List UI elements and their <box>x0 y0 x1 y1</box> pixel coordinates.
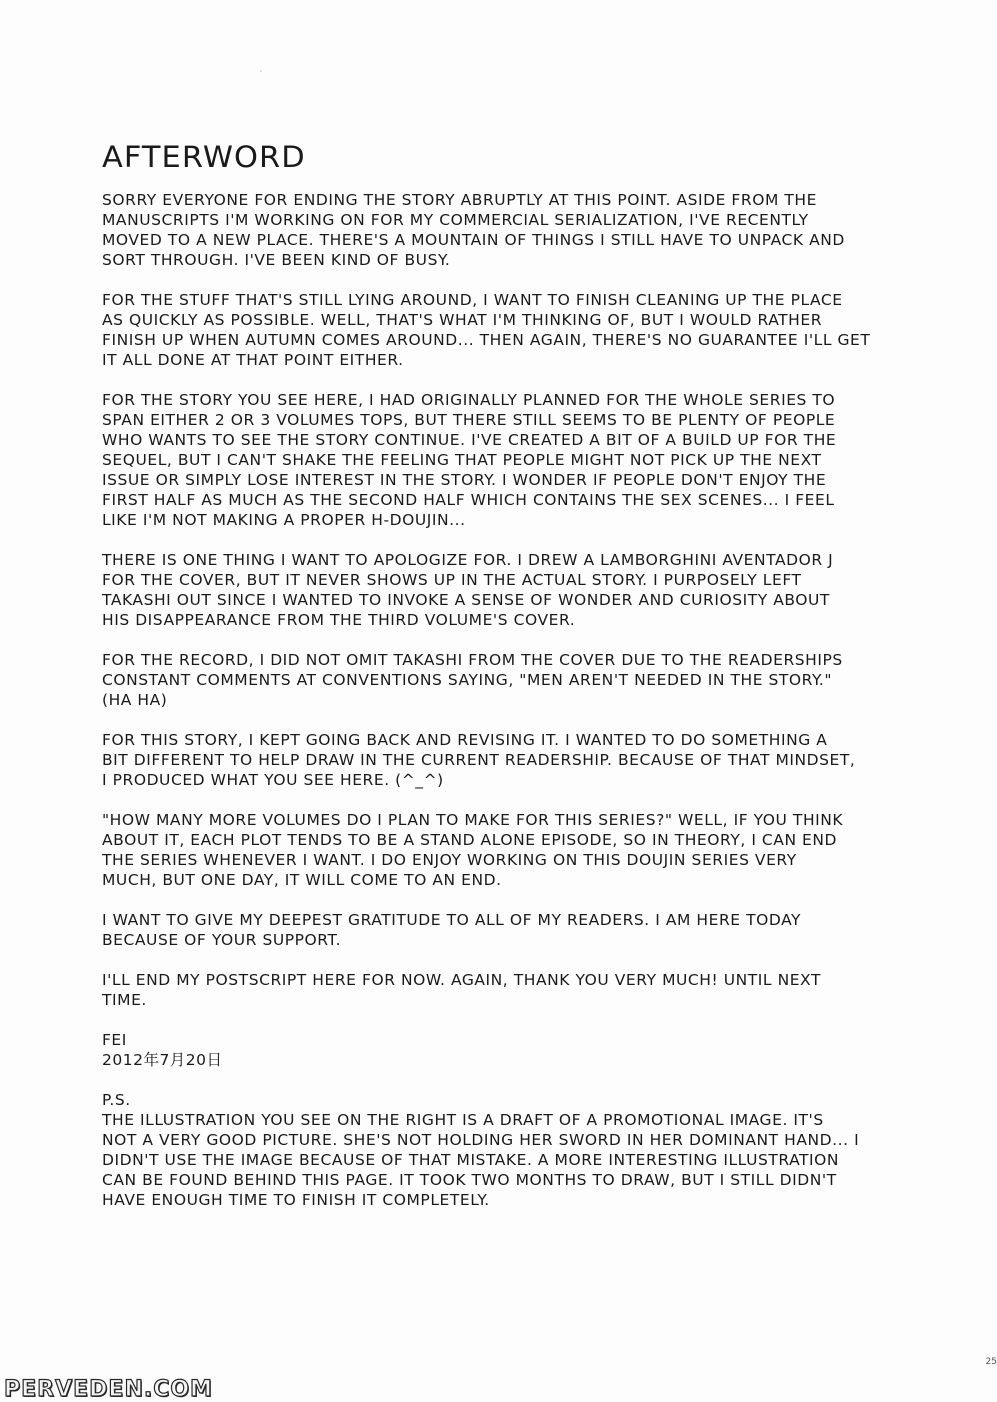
paragraph-9: I'LL END MY POSTSCRIPT HERE FOR NOW. AGAIN, THANK YOU VERY MUCH! UNTIL NEXT TIME. <box>102 971 821 1009</box>
paragraph-6: FOR THIS STORY, I KEPT GOING BACK AND REVISING IT. I WANTED TO DO SOMETHING A BIT DIFFERENT TO HELP DRAW IN THE CURRENT READERSHIP. BECAUSE OF THAT MINDSET, I PRODUCED WHAT YOU SEE HERE. (^_^) <box>102 731 856 789</box>
paragraph-2: FOR THE STUFF THAT'S STILL LYING AROUND, I WANT TO FINISH CLEANING UP THE PLACE AS QUICKLY AS POSSIBLE. WELL, THAT'S WHAT I'M THINKING OF, BUT I WOULD RATHER FINISH UP WHEN AUTUMN COMES AROUND... THEN AGAIN, THERE'S NO GUARANTEE I'LL GET IT ALL DONE AT THAT POINT EITHER. <box>102 291 871 369</box>
signature <box>102 1030 902 1070</box>
afterword-body <box>102 190 902 1230</box>
postscript-label: P.S. <box>102 1091 131 1109</box>
site-watermark: PERVEDEN.COM <box>4 1377 213 1402</box>
paragraph-4: THERE IS ONE THING I WANT TO APOLOGIZE FOR. I DREW A LAMBORGHINI AVENTADOR J FOR THE COVER, BUT IT NEVER SHOWS UP IN THE ACTUAL STORY. I PURPOSELY LEFT TAKASHI OUT SINCE I WANTED TO INVOKE A SENSE OF WONDER AND CURIOSITY ABOUT HIS DISAPPEARANCE FROM THE THIRD VOLUME'S COVER. <box>102 551 834 629</box>
paragraph-1: SORRY EVERYONE FOR ENDING THE STORY ABRUPTLY AT THIS POINT. ASIDE FROM THE MANUSCRIPTS I'M WORKING ON FOR MY COMMERCIAL SERIALIZATION, I'VE RECENTLY MOVED TO A NEW PLACE. THERE'S A MOUNTAIN OF THINGS I STILL HAVE TO UNPACK AND SORT THROUGH. I'VE BEEN KIND OF BUSY. <box>102 191 845 269</box>
page-number: 25 <box>985 1357 997 1367</box>
paragraph-8: I WANT TO GIVE MY DEEPEST GRATITUDE TO ALL OF MY READERS. I AM HERE TODAY BECAUSE OF YOUR SUPPORT. <box>102 911 802 949</box>
paragraph-7: "HOW MANY MORE VOLUMES DO I PLAN TO MAKE FOR THIS SERIES?" WELL, IF YOU THINK ABOUT IT, EACH PLOT TENDS TO BE A STAND ALONE EPISODE, SO IN THEORY, I CAN END THE SERIES WHENEVER I WANT. I DO ENJOY WORKING ON THIS DOUJIN SERIES VERY MUCH, BUT ONE DAY, IT WILL COME TO AN END. <box>102 811 844 889</box>
postscript <box>102 1090 902 1210</box>
author-name: FEI <box>102 1031 127 1049</box>
signature-date: 2012年7月20日 <box>102 1051 223 1069</box>
paragraph-5: FOR THE RECORD, I DID NOT OMIT TAKASHI FROM THE COVER DUE TO THE READERSHIPS CONSTANT COMMENTS AT CONVENTIONS SAYING, "MEN AREN'T NEEDED IN THE STORY." (HA HA) <box>102 651 843 709</box>
scan-speck <box>260 70 262 72</box>
postscript-text: THE ILLUSTRATION YOU SEE ON THE RIGHT IS A DRAFT OF A PROMOTIONAL IMAGE. IT'S NOT A VERY GOOD PICTURE. SHE'S NOT HOLDING HER SWORD IN HER DOMINANT HAND... I DIDN'T USE THE IMAGE BECAUSE OF THAT MISTAKE. A MORE INTERESTING ILLUSTRATION CAN BE FOUND BEHIND THIS PAGE. IT TOOK TWO MONTHS TO DRAW, BUT I STILL DIDN'T HAVE ENOUGH TIME TO FINISH IT COMPLETELY. <box>102 1111 860 1209</box>
page-title: AFTERWORD <box>102 140 306 174</box>
paragraph-3: FOR THE STORY YOU SEE HERE, I HAD ORIGINALLY PLANNED FOR THE WHOLE SERIES TO SPAN EITHER 2 OR 3 VOLUMES TOPS, BUT THERE STILL SEEMS TO BE PLENTY OF PEOPLE WHO WANTS TO SEE THE STORY CONTINUE. I'VE CREATED A BIT OF A BUILD UP FOR THE SEQUEL, BUT I CAN'T SHAKE THE FEELING THAT PEOPLE MIGHT NOT PICK UP THE NEXT ISSUE OR SIMPLY LOSE INTEREST IN THE STORY. I WONDER IF PEOPLE DON'T ENJOY THE FIRST HALF AS MUCH AS THE SECOND HALF WHICH CONTAINS THE SEX SCENES... I FEEL LIKE I'M NOT MAKING A PROPER H-DOUJIN... <box>102 391 837 529</box>
